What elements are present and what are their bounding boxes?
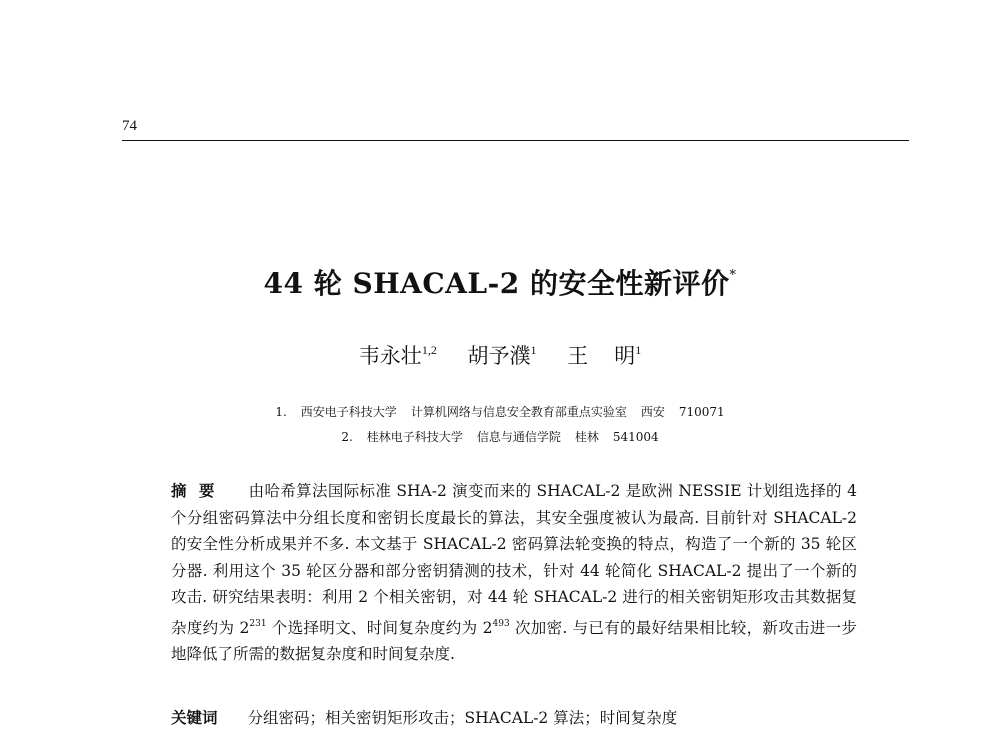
author-name: 胡予濮 (467, 344, 531, 368)
title-footnote-mark: * (729, 268, 737, 283)
affiliation-postcode: 541004 (612, 430, 659, 444)
author-surname: 王 (567, 344, 589, 368)
keywords-text: 分组密码；相关密钥矩形攻击；SHACAL-2 算法；时间复杂度 (247, 709, 678, 727)
affiliation-lab: 计算机网络与信息安全教育部重点实验室 (410, 405, 627, 419)
keywords (171, 705, 857, 731)
author-name: 韦永壮 (358, 344, 422, 368)
abstract (171, 478, 857, 668)
author-affiliation-mark: 1 (530, 343, 537, 357)
affiliation-city: 桂林 (574, 430, 599, 444)
affiliation-city: 西安 (640, 405, 665, 419)
author-affiliation-mark: 1 (635, 343, 642, 357)
author-list (0, 340, 1000, 370)
affiliation-line (0, 425, 1000, 450)
paper-title (0, 262, 1000, 302)
affiliation-university: 西安电子科技大学 (300, 405, 397, 419)
abstract-text: 次加密. 与已有的最好结果相比较，新攻击进一步地降低了所需的数据复杂度和时间复杂度. (171, 618, 857, 663)
affiliation-postcode: 710071 (678, 405, 725, 419)
author-given-name: 明 (614, 344, 636, 368)
affiliation-index: 1. (275, 405, 287, 419)
affiliation-list (0, 400, 1000, 450)
exponent: 231 (249, 618, 267, 629)
title-text: 44 轮 SHACAL-2 的安全性新评价 (263, 267, 730, 300)
page-number: 74 (122, 118, 137, 134)
keywords-label: 关键词 (171, 708, 218, 727)
abstract-text: 由哈希算法国际标准 SHA-2 演变而来的 SHACAL-2 是欧洲 NESSIE 计划组选择的 4 个分组密码算法中分组长度和密钥长度最长的算法，其安全强度被认为最高. 目前针对 SHACAL-2 的安全性分析成果并不多. 本文基于 SHACAL-2 密码算法轮变换的特点，构造了一个新的 35 轮区分器. 利用这个 35 轮区分器和部分密钥猜测的技术，针对 44 轮简化 SHACAL-2 提出了一个新的攻击. 研究结果表明：利用 2 个相关密钥，对 44 轮 SHACAL-2 进行的相关密钥矩形攻击其数据复杂度约为 2 (171, 482, 857, 637)
header-rule (122, 140, 909, 141)
abstract-label: 摘要 (171, 481, 227, 500)
author (468, 340, 537, 370)
author (359, 340, 437, 370)
affiliation-index: 2. (341, 430, 353, 444)
author-affiliation-mark: 1,2 (421, 343, 437, 357)
affiliation-university: 桂林电子科技大学 (366, 430, 463, 444)
abstract-text: 个选择明文、时间复杂度约为 2 (266, 618, 493, 637)
affiliation-line (0, 400, 1000, 425)
author (567, 340, 641, 370)
affiliation-lab: 信息与通信学院 (476, 430, 561, 444)
exponent: 493 (492, 618, 510, 629)
